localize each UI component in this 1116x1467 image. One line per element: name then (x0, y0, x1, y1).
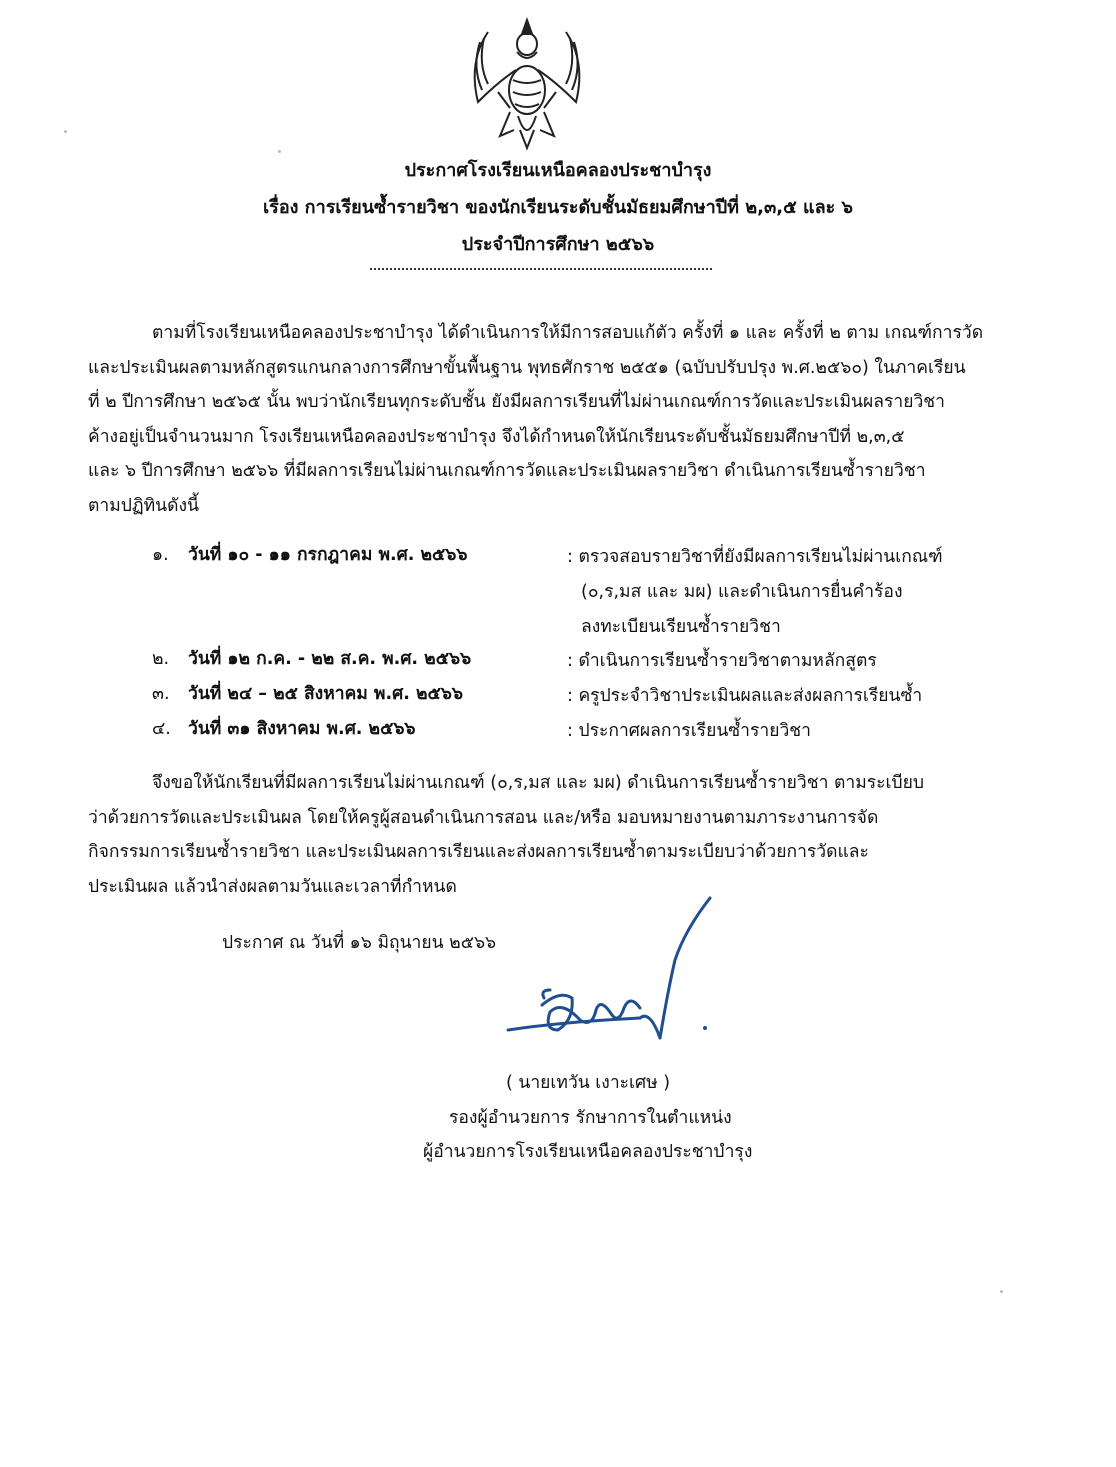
signer-name: ( นายเทวัน เงาะเศษ ) (506, 1073, 671, 1093)
scan-speck (278, 150, 281, 153)
paragraph-line: กิจกรรมการเรียนซ้ำรายวิชา และประเมินผลการเรียนและส่งผลการเรียนซ้ำตามระเบียบว่าด้วยการวัดและ (88, 842, 869, 862)
item-number: ๑. (152, 545, 169, 565)
paragraph-line: จึงขอให้นักเรียนที่มีผลการเรียนไม่ผ่านเกณฑ์ (๐,ร,มส และ มผ) ดำเนินการเรียนซ้ำรายวิชา ตามระเบียบ (152, 773, 924, 793)
item-number: ๔. (152, 719, 171, 739)
item-number: ๓. (152, 684, 170, 704)
announcement-date: ประกาศ ณ วันที่ ๑๖ มิถุนายน ๒๕๖๖ (222, 933, 497, 953)
announcement-subject: เรื่อง การเรียนซ้ำรายวิชา ของนักเรียนระดับชั้นมัธยมศึกษาปีที่ ๒,๓,๕ และ ๖ (263, 197, 853, 218)
announcement-title: ประกาศโรงเรียนเหนือคลองประชาบำรุง (404, 160, 712, 181)
paragraph-line: ประเมินผล แล้วนำส่งผลตามวันและเวลาที่กำหนด (88, 876, 457, 897)
paragraph-line: และ ๖ ปีการศึกษา ๒๕๖๖ ที่มีผลการเรียนไม่ผ่านเกณฑ์การวัดและประเมินผลรายวิชา ดำเนินการเรียนซ้ำรายวิชา (88, 461, 926, 481)
item-description: : ประกาศผลการเรียนซ้ำรายวิชา (567, 721, 812, 741)
scan-speck (1000, 1290, 1003, 1293)
handwritten-signature-icon (500, 890, 720, 1050)
item-description: : ดำเนินการเรียนซ้ำรายวิชาตามหลักสูตร (567, 651, 877, 671)
item-date: วันที่ ๑๐ - ๑๑ กรกฎาคม พ.ศ. ๒๕๖๖ (188, 545, 468, 565)
paragraph-line: ว่าด้วยการวัดและประเมินผล โดยให้ครูผู้สอนดำเนินการสอน และ/หรือ มอบหมายงานตามภาระงานการจัด (88, 807, 879, 828)
description-line: ลงทะเบียนเรียนซ้ำรายวิชา (581, 617, 781, 637)
item-date: วันที่ ๒๔ – ๒๕ สิงหาคม พ.ศ. ๒๕๖๖ (188, 684, 463, 704)
intro-paragraph (88, 316, 1006, 523)
item-date: วันที่ ๓๑ สิงหาคม พ.ศ. ๒๕๖๖ (188, 719, 416, 739)
paragraph-line: ที่ ๒ ปีการศึกษา ๒๕๖๕ นั้น พบว่านักเรียนทุกระดับชั้น ยังมีผลการเรียนที่ไม่ผ่านเกณฑ์การวัดและประเมินผลรายวิชา (88, 392, 945, 412)
paragraph-line: และประเมินผลตามหลักสูตรแกนกลางการศึกษาขั้นพื้นฐาน พุทธศักราช ๒๕๕๑ (ฉบับปรับปรุง พ.ศ.๒๕๖๐) ในภาคเรียน (88, 357, 966, 378)
dotted-divider (370, 258, 712, 270)
signer-title: ผู้อำนวยการโรงเรียนเหนือคลองประชาบำรุง (423, 1142, 753, 1162)
signer-position: รองผู้อำนวยการ รักษาการในตำแหน่ง (449, 1108, 732, 1128)
paragraph-line: ตามที่โรงเรียนเหนือคลองประชาบำรุง ได้ดำเนินการให้มีการสอบแก้ตัว ครั้งที่ ๑ และ ครั้งที่ ๒ ตาม เกณฑ์การวัด (152, 323, 984, 343)
description-line: (๐,ร,มส และ มผ) และดำเนินการยื่นคำร้อง (581, 582, 903, 602)
garuda-emblem-icon (458, 12, 596, 152)
closing-paragraph (88, 766, 1006, 904)
paragraph-line: ค้างอยู่เป็นจำนวนมาก โรงเรียนเหนือคลองประชาบำรุง จึงได้กำหนดให้นักเรียนระดับชั้นมัธยมศึกษาปีที่ ๒,๓,๕ (88, 426, 905, 447)
item-date: วันที่ ๑๒ ก.ค. - ๒๒ ส.ค. พ.ศ. ๒๕๖๖ (188, 649, 472, 669)
item-description (567, 540, 943, 645)
item-number: ๒. (152, 649, 170, 669)
academic-year-line: ประจำปีการศึกษา ๒๕๖๖ (461, 234, 655, 255)
scan-speck (64, 130, 67, 133)
paragraph-line: ตามปฏิทินดังนี้ (88, 495, 199, 516)
item-description: : ครูประจำวิชาประเมินผลและส่งผลการเรียนซ้ำ (567, 686, 923, 706)
description-line: : ตรวจสอบรายวิชาที่ยังมีผลการเรียนไม่ผ่านเกณฑ์ (567, 547, 943, 567)
